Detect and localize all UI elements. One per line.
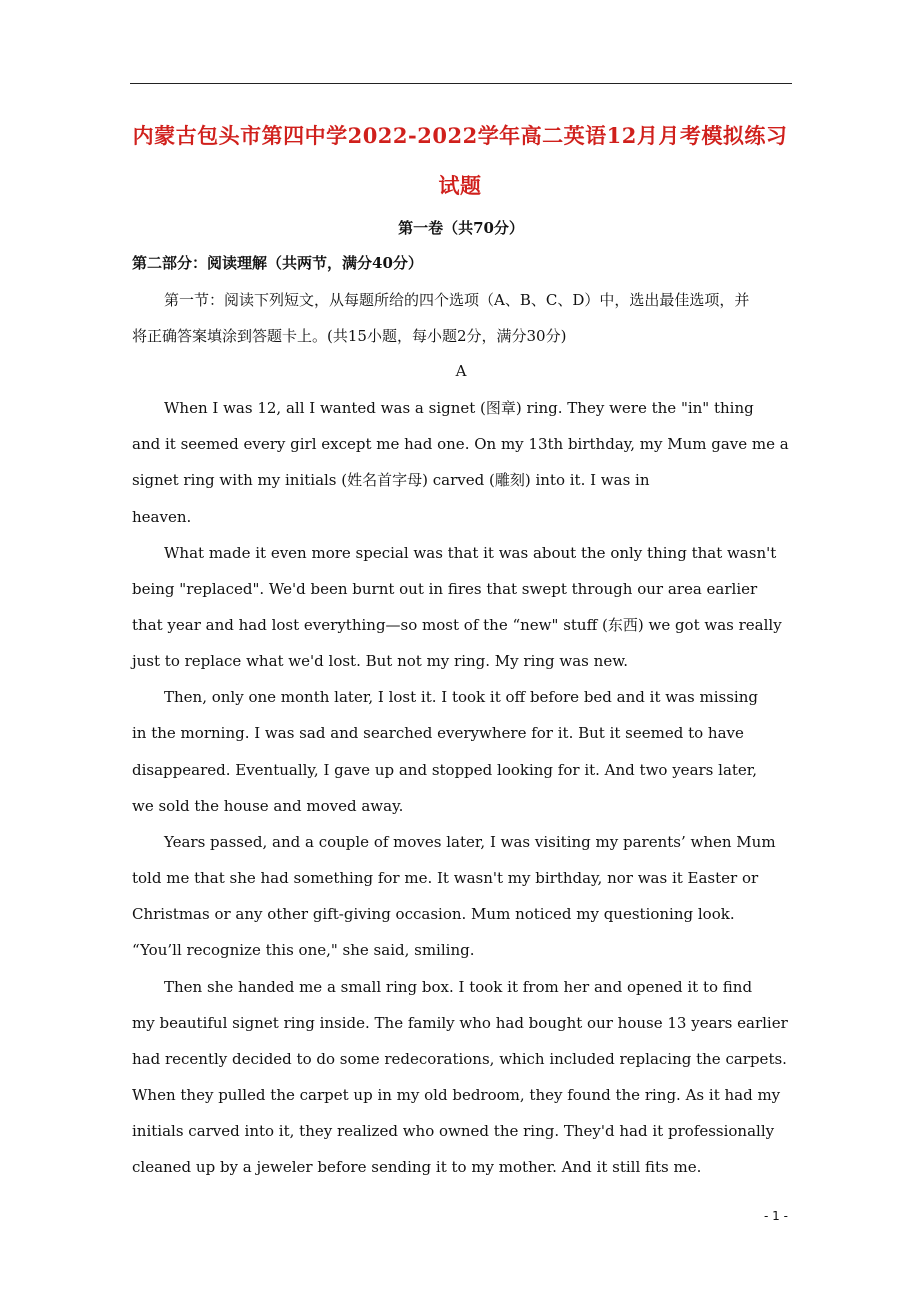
passage-line: When I was 12, all I wanted was a signet (图章) ring. They were the "in" thing (164, 399, 754, 417)
passage-line: told me that she had something for me. It wasn't my birthday, nor was it Easter or (132, 869, 759, 887)
passage-line: my beautiful signet ring inside. The family who had bought our house 13 years earlier (132, 1014, 788, 1032)
passage-line: Christmas or any other gift-giving occasion. Mum noticed my questioning look. (132, 905, 735, 923)
passage-line: Years passed, and a couple of moves later, I was visiting my parents’ when Mum (164, 833, 776, 851)
passage-line: in the morning. I was sad and searched everywhere for it. But it seemed to have (132, 724, 744, 742)
part-heading: 第二部分：阅读理解（共两节，满分40分） (132, 254, 423, 272)
passage-line: signet ring with my initials (姓名首字母) carved (雕刻) into it. I was in (132, 471, 650, 489)
document-title-line-1: 内蒙古包头市第四中学2022-2022学年高二英语12月月考模拟练习 (132, 123, 788, 148)
passage-line: disappeared. Eventually, I gave up and stopped looking for it. And two years later, (132, 761, 758, 779)
passage-line: had recently decided to do some redecorations, which included replacing the carpets. (132, 1050, 787, 1068)
passage-line: and it seemed every girl except me had one. On my 13th birthday, my Mum gave me a (132, 435, 789, 453)
passage-line: Then she handed me a small ring box. I took it from her and opened it to find (164, 978, 753, 996)
passage-line: What made it even more special was that it was about the only thing that wasn't (164, 544, 777, 562)
passage-line: When they pulled the carpet up in my old bedroom, they found the ring. As it had my (132, 1086, 781, 1104)
instructions-line-2: 将正确答案填涂到答题卡上。(共15小题，每小题2分，满分30分) (132, 327, 567, 345)
passage-line: “You’ll recognize this one," she said, smiling. (132, 941, 475, 959)
passage-line: just to replace what we'd lost. But not my ring. My ring was new. (132, 652, 629, 670)
passage-line: that year and had lost everything—so most of the “new" stuff (东西) we got was really (132, 616, 782, 634)
passage-line: being "replaced". We'd been burnt out in fires that swept through our area earlier (132, 580, 758, 598)
page-number: - 1 - (764, 1209, 788, 1223)
header-rule (130, 83, 792, 84)
instructions-line-1: 第一节：阅读下列短文，从每题所给的四个选项（A、B、C、D）中，选出最佳选项，并 (164, 291, 750, 309)
document-title-line-2: 试题 (438, 173, 482, 198)
passage-line: initials carved into it, they realized who owned the ring. They'd had it professionally (132, 1122, 775, 1140)
passage-label: A (455, 362, 467, 380)
volume-heading: 第一卷（共70分） (398, 219, 524, 237)
passage-line: Then, only one month later, I lost it. I took it off before bed and it was missing (164, 688, 758, 706)
passage-line: cleaned up by a jeweler before sending it to my mother. And it still fits me. (132, 1158, 702, 1176)
passage-line: we sold the house and moved away. (132, 797, 404, 815)
passage-line: heaven. (132, 508, 192, 526)
